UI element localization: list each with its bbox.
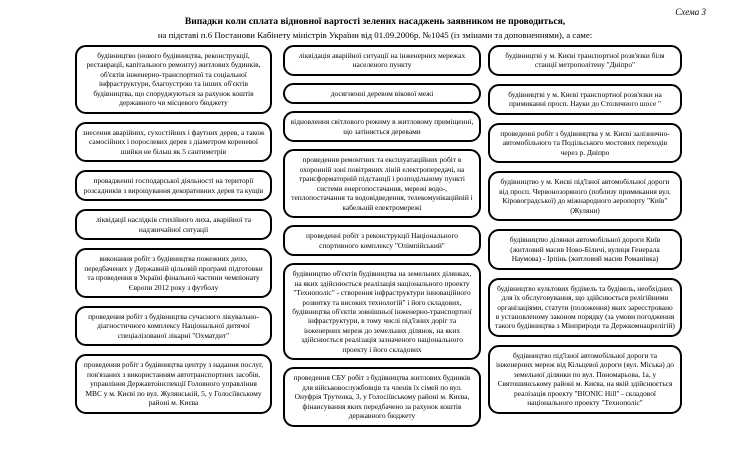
case-box-right-1: будівництві у м. Києві транспортної розв'язки біля станції метрополітену "Дніпро" xyxy=(488,45,682,76)
case-box-left-5: виконання робіт з будівництва пожежних депо, передбачених у Державній цільовій програмі підготовки та проведення в Україні фінальної частини чемпіонату Європи 2012 року з футболу xyxy=(75,248,272,298)
case-box-left-1: будівництво (нового будівництва, реконструкції, реставрації, капітального ремонту) житлових будинків, об'єктів інженерно-транспортної та соціальної інфраструктури, благоустрою та інших об'єктів будівництва, що споруджуються за рахунок коштів державного чи місцевого бюджету xyxy=(75,45,272,114)
case-box-left-4: ліквідації наслідків стихійного лиха, аварійної та надзвичайної ситуації xyxy=(75,209,272,240)
schema-number-label: Схема 3 xyxy=(675,7,706,17)
case-box-middle-6: будівництво об'єктів будівництва на земельних ділянках, на яких здійснюється реалізація національного проекту "Технополіс" - створення інфраструктури інноваційного розвитку та високих технологій" і його складових, будівництва об'єктів зовнішньої інженерно-транспортної інфраструктури, в тому числі під'їзних доріг та інженерних мереж до земельних ділянок, на яких здійснюється реалізація зазначеного національного проекту і його складових xyxy=(283,263,481,360)
column-middle xyxy=(283,45,481,434)
case-box-right-5: будівництво ділянки автомобільної дороги Київ (житловий масив Ново-Біличі, вулиця Генерала Наумова) - Ірпінь (житловий масив Романівка) xyxy=(488,229,682,269)
case-box-middle-2: досягненні деревом вікової межі xyxy=(283,83,481,104)
case-box-right-2: будівництві у м. Києві транспортної розв'язки на примиканні просп. Науки до Столичного шосе " xyxy=(488,84,682,115)
column-right xyxy=(488,45,682,422)
case-box-left-2: знесення аварійних, сухостійних і фаутних дерев, а також самосійних і порослевих дерев з діаметром кореневої шийки не більш як 5 сантиметрів xyxy=(75,122,272,162)
case-box-middle-7: проведення СБУ робіт з будівництва житлових будинків для військовослужбовців та членів їх сімей по вул. Онуфрія Трутенка, 3, у Голосіївському районі м. Києва, фінансування яких передбачено за рахунок коштів державного бюджету xyxy=(283,367,481,426)
case-box-left-6: проведення робіт з будівництва сучасного лікувально-діагностичного комплексу Національної дитячої спеціалізованої лікарні "Охматдит" xyxy=(75,306,272,346)
case-box-middle-4: проведення ремонтних та експлуатаційних робіт в охоронній зоні повітряних ліній електропередачі, на трансформаторній підстанції і розподільному пункті системи енергопостачання, мережі водо-, теплопостачання та водовідведення, телекомунікаційній і кабельній електромережі xyxy=(283,149,481,218)
case-box-left-3: провадженні господарської діяльності на території розсадників з вирощування декоративних дерев та кущів xyxy=(75,170,272,201)
diagram-title: Випадки коли сплата відновної вартості зелених насаджень заявником не проводиться, xyxy=(184,16,566,27)
case-box-middle-1: ліквідація аварійної ситуації на інженерних мережах населеного пункту xyxy=(283,45,481,76)
case-box-right-7: будівництво під'їзної автомобільної дороги та інженерних мереж від Кільцевої дороги (вул. Міська) до земельної ділянки по вул. Пономарьова, 1а, у Святошинському районі м. Києва, на якій здійснюється реалізація проекту "BIONIC Hill" - складової національного проекту "Технополіс" xyxy=(488,345,682,414)
column-left xyxy=(75,45,272,422)
case-box-middle-3: відновлення світлового режиму в житловому приміщенні, що затіняється деревами xyxy=(283,111,481,142)
case-box-middle-5: проведенні робіт з реконструкції Національного спортивного комплексу "Олімпійський" xyxy=(283,225,481,256)
diagram-subtitle: на підставі п.6 Постанови Кабінету міністрів України від 01.09.2006р. №1045 (із змінами та доповненнями), а саме: xyxy=(157,30,593,40)
case-box-left-7: проведення робіт з будівництва центру з надання послуг, пов'язаних з використанням автотранспортних засобів, управління Державтоінспекції Головного управління МВС у м. Києві по вул. Жулянській, 5, у Голосіївському районі м. Києва xyxy=(75,354,272,413)
case-box-right-4: будівництво у м. Києві під'їзної автомобільної дороги від просп. Червонозоряного (поблизу примикання вул. Кіровоградської) до міжнародного аеропорту "Київ" (Жуляни) xyxy=(488,171,682,221)
case-box-right-6: будівництво культових будівель та будівель, необхідних для їх обслуговування, що здійснюється релігійними організаціями, статути (положення) яких зареєстровано в установленому законом порядку (за умови погодження такого будівництва з Мінприроди та Держкомнацрелігій) xyxy=(488,278,682,337)
case-box-right-3: проведенні робіт з будівництва у м. Києві залізнично-автомобільного та Подільського мостових переходів через р. Дніпро xyxy=(488,123,682,163)
